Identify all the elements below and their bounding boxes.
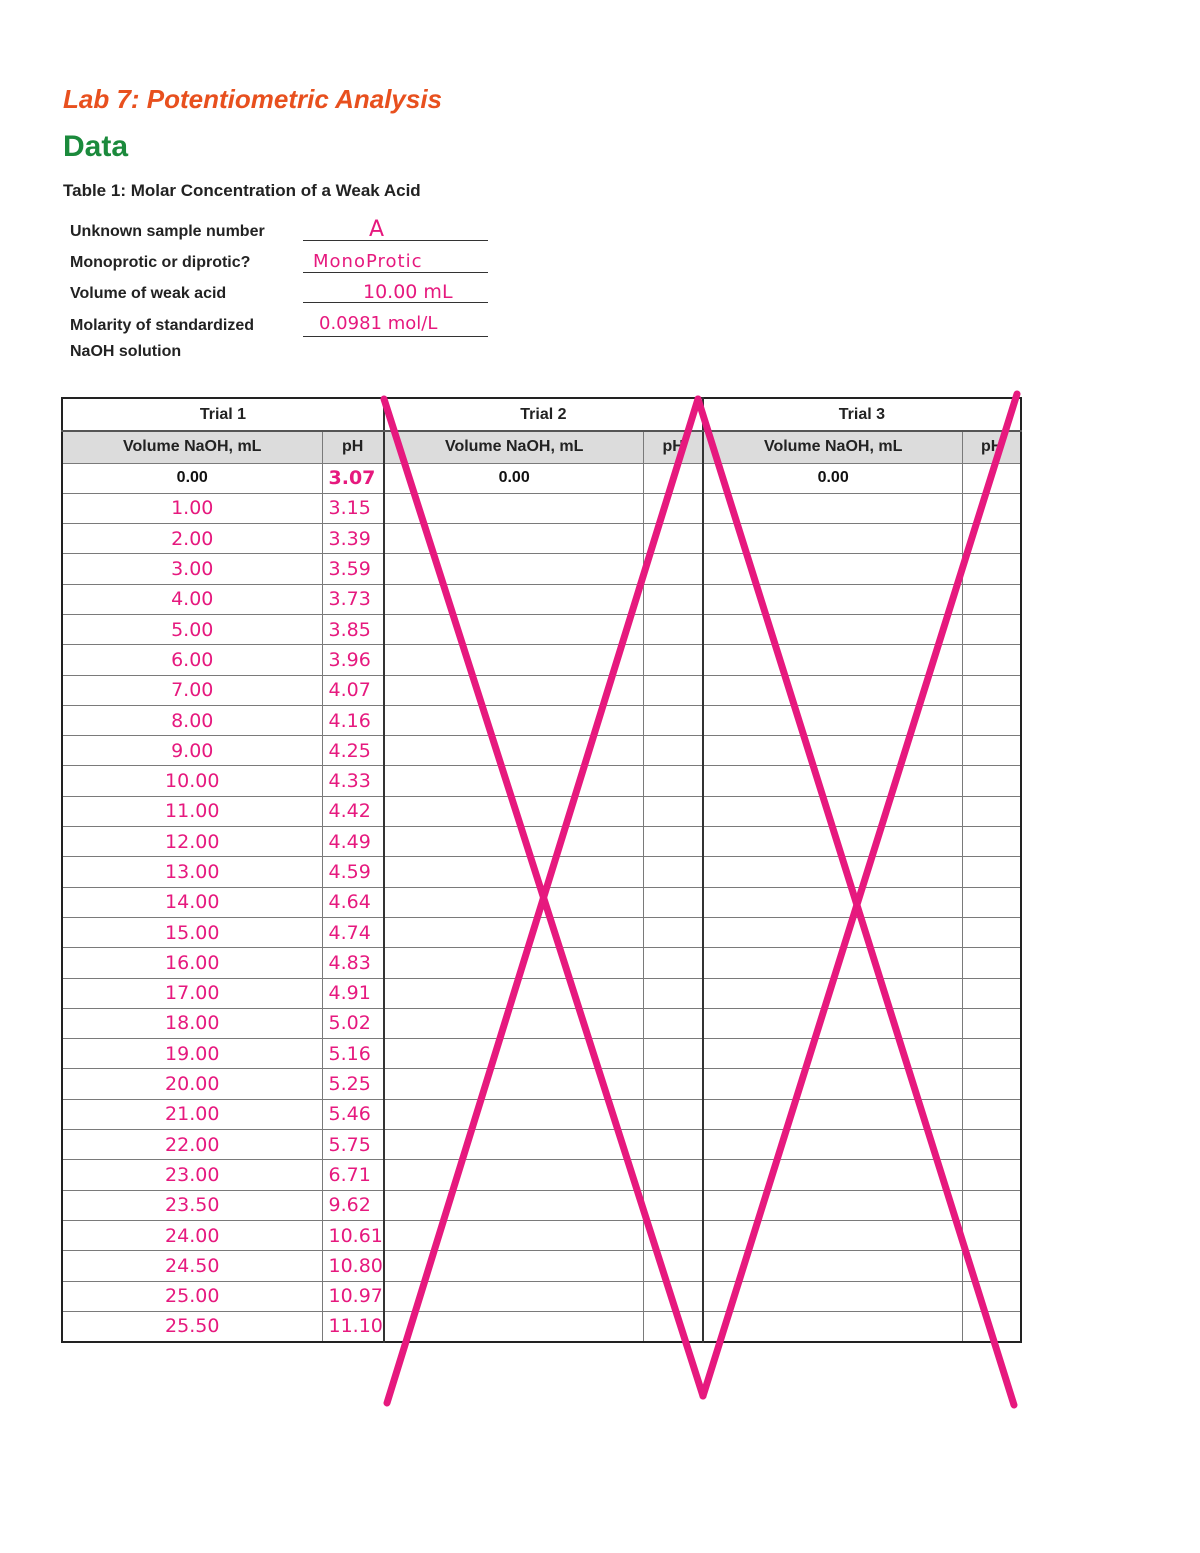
field-value-naoh-molarity: 0.0981 mol/L (319, 313, 438, 334)
trial-2-header: Trial 2 (384, 398, 703, 431)
cross-out-line-trial3-b (703, 394, 1017, 1396)
trial-1-ph-cell[interactable]: 5.46 (322, 1099, 384, 1129)
trial-1-volume-cell[interactable]: 5.00 (62, 614, 322, 644)
trial-1-ph-cell[interactable]: 4.64 (322, 887, 384, 917)
trial-2-ph-col: pH (644, 431, 703, 463)
trial-1-volume-cell[interactable]: 7.00 (62, 675, 322, 705)
trial-1-ph-cell[interactable]: 5.75 (322, 1130, 384, 1160)
trial-1-ph-cell[interactable]: 6.71 (322, 1160, 384, 1190)
trial-1-volume-cell[interactable]: 6.00 (62, 645, 322, 675)
trial-1-ph-col: pH (322, 431, 384, 463)
trial-1-ph-cell[interactable]: 3.39 (322, 524, 384, 554)
trial-1-volume-cell[interactable]: 24.00 (62, 1220, 322, 1250)
trial-1-ph-cell[interactable]: 4.83 (322, 948, 384, 978)
trial-1-volume-cell[interactable]: 18.00 (62, 1008, 322, 1038)
trial-1-volume-cell[interactable]: 25.00 (62, 1281, 322, 1311)
trial-1-header: Trial 1 (62, 398, 384, 431)
trial-1-volume-cell[interactable]: 25.50 (62, 1311, 322, 1341)
field-value-sample-number: A (369, 217, 385, 242)
trial-1-volume-cell[interactable]: 1.00 (62, 493, 322, 523)
trial-1-ph-cell[interactable]: 4.42 (322, 796, 384, 826)
trial-3-ph-col: pH (963, 431, 1021, 463)
trial-3-volume-cell[interactable]: 0.00 (703, 463, 963, 493)
trial-2-volume-col: Volume NaOH, mL (384, 431, 644, 463)
trial-1-ph-cell[interactable]: 5.25 (322, 1069, 384, 1099)
trial-1-ph-cell[interactable]: 4.25 (322, 736, 384, 766)
trial-1-ph-cell[interactable]: 10.97 (322, 1281, 384, 1311)
trial-1-volume-cell[interactable]: 17.00 (62, 978, 322, 1008)
trial-1-volume-cell[interactable]: 22.00 (62, 1130, 322, 1160)
trial-1-volume-cell[interactable]: 4.00 (62, 584, 322, 614)
trial-1-volume-col: Volume NaOH, mL (62, 431, 322, 463)
trial-1-volume-cell[interactable]: 16.00 (62, 948, 322, 978)
trial-1-volume-cell[interactable]: 2.00 (62, 524, 322, 554)
trial-1-volume-cell[interactable]: 13.00 (62, 857, 322, 887)
trial-1-ph-cell[interactable]: 4.49 (322, 827, 384, 857)
trial-1-ph-cell[interactable]: 4.91 (322, 978, 384, 1008)
trial-1-volume-cell[interactable]: 11.00 (62, 796, 322, 826)
trial-1-volume-cell[interactable]: 23.50 (62, 1190, 322, 1220)
trial-1-volume-cell[interactable]: 8.00 (62, 705, 322, 735)
trial-1-volume-cell[interactable]: 15.00 (62, 917, 322, 947)
trial-1-volume-cell[interactable]: 12.00 (62, 827, 322, 857)
trial-1-ph-cell[interactable]: 4.33 (322, 766, 384, 796)
trial-1-volume-cell[interactable]: 3.00 (62, 554, 322, 584)
field-value-acid-volume: 10.00 mL (363, 281, 453, 303)
trial-1-ph-cell[interactable]: 3.85 (322, 614, 384, 644)
trial-1-ph-cell[interactable]: 3.73 (322, 584, 384, 614)
trial-1-volume-cell[interactable]: 19.00 (62, 1039, 322, 1069)
trial-1-ph-cell[interactable]: 3.15 (322, 493, 384, 523)
trial-2-volume-cell[interactable]: 0.00 (384, 463, 644, 493)
table-caption: Table 1: Molar Concentration of a Weak Acid (63, 181, 421, 200)
trial-1-volume-cell[interactable]: 14.00 (62, 887, 322, 917)
trial-1-ph-cell[interactable]: 4.16 (322, 705, 384, 735)
trial-1-ph-cell[interactable]: 9.62 (322, 1190, 384, 1220)
field-label-sample-number: Unknown sample number (70, 223, 265, 240)
field-label-protic: Monoprotic or diprotic? (70, 254, 251, 271)
trial-1-ph-cell[interactable]: 5.16 (322, 1039, 384, 1069)
trial-1-ph-cell[interactable]: 4.07 (322, 675, 384, 705)
trial-1-ph-cell[interactable]: 11.10 (322, 1311, 384, 1341)
trial-1-ph-cell[interactable]: 5.02 (322, 1008, 384, 1038)
trial-1-ph-cell[interactable]: 10.61 (322, 1220, 384, 1250)
trial-1-volume-cell[interactable]: 24.50 (62, 1251, 322, 1281)
lab-title: Lab 7: Potentiometric Analysis (63, 84, 443, 114)
trial-1-volume-cell[interactable]: 9.00 (62, 736, 322, 766)
trial-1-ph-cell[interactable]: 3.59 (322, 554, 384, 584)
field-label-acid-volume: Volume of weak acid (70, 285, 227, 302)
trial-1-ph-cell[interactable]: 3.96 (322, 645, 384, 675)
trial-1-volume-cell[interactable]: 23.00 (62, 1160, 322, 1190)
field-label-naoh-molarity: Molarity of standardized NaOH solution (70, 317, 255, 360)
trial-1-volume-cell[interactable]: 0.00 (62, 463, 322, 493)
trial-3-volume-col: Volume NaOH, mL (703, 431, 963, 463)
trial-1-ph-cell[interactable]: 3.07 (322, 463, 384, 493)
trial-1-volume-cell[interactable]: 10.00 (62, 766, 322, 796)
trial-1-ph-cell[interactable]: 4.59 (322, 857, 384, 887)
trial-1-ph-cell[interactable]: 4.74 (322, 917, 384, 947)
trial-1-ph-cell[interactable]: 10.80 (322, 1251, 384, 1281)
field-value-protic: MonoProtic (313, 251, 423, 272)
trial-3-header: Trial 3 (703, 398, 1021, 431)
section-title: Data (63, 130, 129, 163)
trial-1-volume-cell[interactable]: 20.00 (62, 1069, 322, 1099)
trial-1-volume-cell[interactable]: 21.00 (62, 1099, 322, 1129)
